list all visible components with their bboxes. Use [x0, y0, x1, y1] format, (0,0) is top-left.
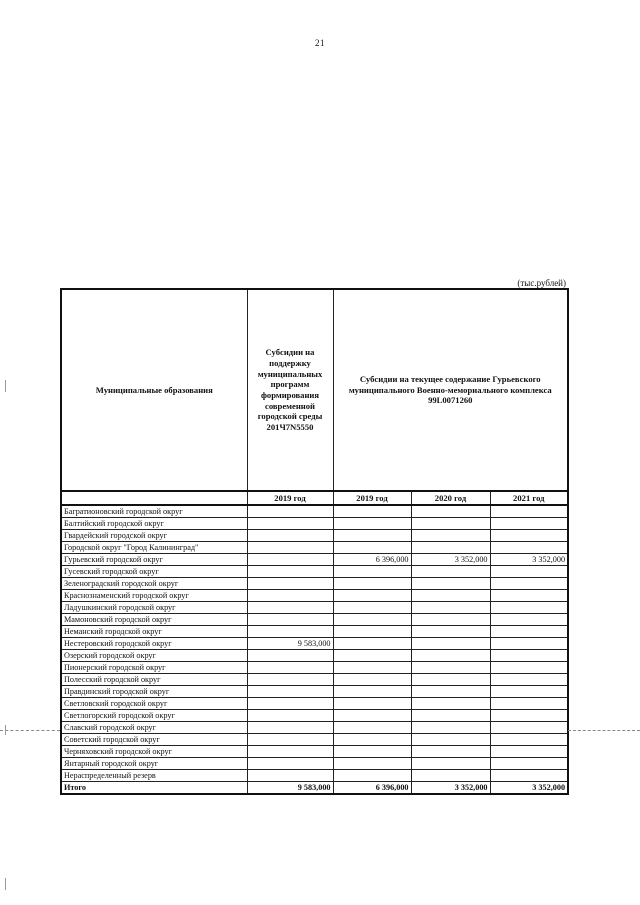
value-cell [247, 662, 333, 674]
municipality-name: Краснознаменский городской округ [61, 590, 247, 602]
value-cell [490, 758, 568, 770]
municipality-name: Славский городской округ [61, 722, 247, 734]
municipality-name: Мамоновский городской округ [61, 614, 247, 626]
value-cell: 3 352,000 [411, 554, 490, 566]
municipality-name: Черняховский городской округ [61, 746, 247, 758]
value-cell [333, 614, 411, 626]
value-cell [247, 542, 333, 554]
municipality-name: Гурьевский городской округ [61, 554, 247, 566]
table-row [61, 614, 568, 626]
table-year-row [61, 491, 568, 505]
value-cell: 3 352,000 [490, 554, 568, 566]
municipality-name: Светловский городской округ [61, 698, 247, 710]
table-row [61, 590, 568, 602]
page-number: 21 [315, 38, 325, 48]
value-cell: 9 583,000 [247, 638, 333, 650]
municipality-name: Нераспределенный резерв [61, 770, 247, 782]
value-cell [490, 578, 568, 590]
municipality-name: Ладушкинский городской округ [61, 602, 247, 614]
value-cell [333, 722, 411, 734]
value-cell [333, 638, 411, 650]
value-cell [247, 734, 333, 746]
table-row [61, 650, 568, 662]
value-cell [247, 746, 333, 758]
value-cell [490, 746, 568, 758]
municipality-name: Зеленоградский городской округ [61, 578, 247, 590]
table-row [61, 698, 568, 710]
municipality-name: Янтарный городской округ [61, 758, 247, 770]
municipality-name: Нестеровский городской округ [61, 638, 247, 650]
value-cell [247, 505, 333, 518]
municipality-name: Неманский городской округ [61, 626, 247, 638]
year-header: 2021 год [490, 491, 568, 505]
value-cell [333, 746, 411, 758]
year-cell-empty [61, 491, 247, 505]
units-label: (тыс.рублей) [517, 278, 566, 288]
table-row [61, 518, 568, 530]
scan-artifact-line [0, 730, 60, 731]
municipality-name: Правдинский городской округ [61, 686, 247, 698]
value-cell [333, 578, 411, 590]
municipality-name: Городской округ "Город Калининград" [61, 542, 247, 554]
scan-artifact-mark [5, 380, 6, 392]
value-cell [247, 614, 333, 626]
table-row [61, 662, 568, 674]
table-row [61, 578, 568, 590]
value-cell [333, 602, 411, 614]
table-row [61, 530, 568, 542]
value-cell [247, 758, 333, 770]
municipality-name: Светлогорский городской округ [61, 710, 247, 722]
table-row [61, 710, 568, 722]
value-cell [247, 686, 333, 698]
value-cell [490, 722, 568, 734]
municipality-name: Советский городской округ [61, 734, 247, 746]
year-header: 2020 год [411, 491, 490, 505]
value-cell [490, 650, 568, 662]
table-row [61, 758, 568, 770]
value-cell [490, 602, 568, 614]
table-body [61, 289, 568, 794]
value-cell: 6 396,000 [333, 554, 411, 566]
value-cell [490, 698, 568, 710]
municipality-name: Гвардейский городской округ [61, 530, 247, 542]
table-row [61, 770, 568, 782]
total-value: 6 396,000 [333, 782, 411, 795]
value-cell [490, 626, 568, 638]
total-value: 3 352,000 [411, 782, 490, 795]
table-row [61, 554, 568, 566]
value-cell [490, 530, 568, 542]
table-row [61, 734, 568, 746]
value-cell [411, 578, 490, 590]
value-cell [490, 674, 568, 686]
table-row [61, 602, 568, 614]
scan-artifact-mark [5, 878, 6, 890]
municipality-name: Полесский городской округ [61, 674, 247, 686]
subsidy-table [60, 288, 569, 795]
value-cell [411, 505, 490, 518]
value-cell [333, 686, 411, 698]
total-value: 9 583,000 [247, 782, 333, 795]
municipality-name: Балтийский городской округ [61, 518, 247, 530]
value-cell [333, 650, 411, 662]
header-subsidy-program: Субсидии на поддержку муниципальных программ формирования современной городской среды 201Ч7N5550 [247, 289, 333, 491]
value-cell [333, 758, 411, 770]
value-cell [411, 710, 490, 722]
value-cell [490, 662, 568, 674]
value-cell [411, 758, 490, 770]
value-cell [333, 505, 411, 518]
table-row [61, 722, 568, 734]
value-cell [411, 590, 490, 602]
value-cell [411, 674, 490, 686]
value-cell [333, 662, 411, 674]
value-cell [411, 770, 490, 782]
value-cell [333, 734, 411, 746]
value-cell [247, 602, 333, 614]
municipality-name: Гусевский городской округ [61, 566, 247, 578]
value-cell [411, 602, 490, 614]
value-cell [411, 722, 490, 734]
value-cell [411, 638, 490, 650]
header-subsidy-memorial: Субсидии на текущее содержание Гурьевского муниципального Военно-мемориального комплекса 99L0071260 [333, 289, 568, 491]
municipality-name: Багратионовский городской округ [61, 505, 247, 518]
value-cell [247, 566, 333, 578]
value-cell [247, 722, 333, 734]
value-cell [247, 578, 333, 590]
value-cell [411, 614, 490, 626]
value-cell [490, 518, 568, 530]
value-cell [247, 626, 333, 638]
value-cell [411, 626, 490, 638]
value-cell [411, 566, 490, 578]
table-row [61, 566, 568, 578]
year-header: 2019 год [333, 491, 411, 505]
value-cell [333, 770, 411, 782]
table-row [61, 505, 568, 518]
value-cell [490, 686, 568, 698]
value-cell [247, 518, 333, 530]
value-cell [333, 566, 411, 578]
value-cell [247, 698, 333, 710]
value-cell [411, 530, 490, 542]
table-row [61, 626, 568, 638]
total-label: Итого [61, 782, 247, 795]
total-value: 3 352,000 [490, 782, 568, 795]
value-cell [247, 650, 333, 662]
value-cell [411, 650, 490, 662]
value-cell [490, 505, 568, 518]
value-cell [333, 590, 411, 602]
table-row [61, 674, 568, 686]
table-row [61, 686, 568, 698]
value-cell [411, 698, 490, 710]
table-header-row [61, 289, 568, 491]
value-cell [411, 686, 490, 698]
value-cell [411, 662, 490, 674]
value-cell [490, 638, 568, 650]
value-cell [490, 566, 568, 578]
value-cell [333, 626, 411, 638]
value-cell [411, 734, 490, 746]
value-cell [490, 734, 568, 746]
value-cell [490, 770, 568, 782]
value-cell [411, 542, 490, 554]
scan-artifact-mark [5, 725, 6, 735]
scan-artifact-line [568, 730, 640, 731]
value-cell [333, 698, 411, 710]
header-municipal: Муниципальные образования [61, 289, 247, 491]
value-cell [247, 554, 333, 566]
value-cell [411, 518, 490, 530]
value-cell [490, 710, 568, 722]
value-cell [247, 590, 333, 602]
value-cell [247, 770, 333, 782]
year-header: 2019 год [247, 491, 333, 505]
value-cell [490, 614, 568, 626]
value-cell [333, 542, 411, 554]
value-cell [333, 518, 411, 530]
value-cell [333, 530, 411, 542]
value-cell [247, 674, 333, 686]
value-cell [411, 746, 490, 758]
value-cell [247, 530, 333, 542]
table-row [61, 638, 568, 650]
value-cell [490, 590, 568, 602]
value-cell [247, 710, 333, 722]
total-row [61, 782, 568, 795]
value-cell [490, 542, 568, 554]
municipality-name: Озерский городской округ [61, 650, 247, 662]
value-cell [333, 674, 411, 686]
value-cell [333, 710, 411, 722]
municipality-name: Пионерский городской округ [61, 662, 247, 674]
table-row [61, 746, 568, 758]
table-row [61, 542, 568, 554]
